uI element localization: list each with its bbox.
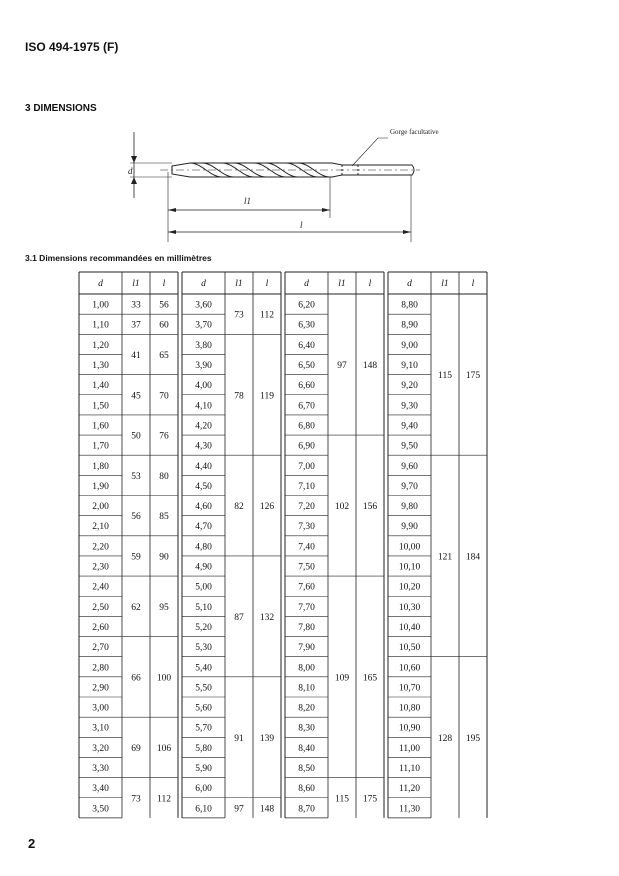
- diameter-cell: 6,40: [298, 340, 315, 351]
- diameter-cell: 6,10: [195, 804, 212, 815]
- flute-length-cell: 73: [234, 310, 244, 321]
- diameter-cell: 10,90: [398, 723, 421, 734]
- flute-length-cell: 115: [438, 371, 452, 382]
- flute-length-cell: 121: [437, 552, 453, 563]
- flute-length-cell: 87: [234, 612, 244, 623]
- diameter-cell: 2,90: [92, 683, 109, 694]
- dim-d-label: d: [128, 166, 133, 176]
- diameter-cell: 8,30: [298, 723, 315, 734]
- overall-length-cell: 119: [260, 391, 274, 402]
- overall-length-cell: 148: [259, 804, 275, 815]
- flute-length-cell: 50: [131, 431, 141, 442]
- overall-length-cell: 76: [159, 431, 169, 442]
- overall-length-cell: 80: [159, 471, 169, 482]
- diameter-cell: 5,50: [195, 683, 212, 694]
- diameter-cell: 11,10: [398, 764, 421, 775]
- overall-length-cell: 175: [362, 794, 378, 805]
- diameter-cell: 11,30: [398, 804, 421, 815]
- diameter-cell: 9,30: [401, 401, 418, 412]
- overall-length-cell: 148: [362, 361, 378, 372]
- flute-length-cell: 66: [131, 673, 141, 684]
- diameter-cell: 3,70: [195, 320, 212, 331]
- diameter-cell: 2,20: [92, 542, 109, 553]
- overall-length-cell: 95: [159, 602, 169, 613]
- diameter-cell: 10,50: [398, 643, 421, 654]
- column-header: l1: [235, 279, 243, 289]
- flute-length-cell: 59: [131, 552, 141, 563]
- diameter-cell: 2,80: [92, 663, 109, 674]
- flute-length-cell: 37: [131, 320, 141, 331]
- dim-l1-label: l1: [244, 196, 252, 206]
- subsection-title: 3.1 Dimensions recommandées en millimètres: [25, 253, 212, 263]
- diameter-cell: 5,30: [195, 643, 212, 654]
- overall-length-cell: 85: [159, 512, 169, 523]
- diameter-cell: 9,20: [401, 381, 418, 392]
- diameter-cell: 11,20: [398, 784, 421, 795]
- overall-length-cell: 184: [465, 552, 481, 563]
- diameter-cell: 4,10: [195, 401, 212, 412]
- flute-length-cell: 73: [131, 794, 141, 805]
- diameter-cell: 8,50: [298, 764, 315, 775]
- overall-length-cell: 70: [159, 391, 169, 402]
- diameter-cell: 1,50: [92, 401, 109, 412]
- diameter-cell: 2,00: [92, 502, 109, 513]
- diameter-cell: 5,60: [195, 703, 212, 714]
- diameter-cell: 8,90: [401, 320, 418, 331]
- column-header: l1: [338, 279, 346, 289]
- flute-length-cell: 97: [234, 804, 244, 815]
- diameter-cell: 3,60: [195, 300, 212, 311]
- diameter-cell: 1,30: [92, 361, 109, 372]
- diameter-cell: 1,90: [92, 481, 109, 492]
- diameter-cell: 5,10: [195, 602, 212, 613]
- column-header: l: [265, 279, 269, 289]
- diameter-cell: 3,50: [92, 804, 109, 815]
- diameter-cell: 8,00: [298, 663, 315, 674]
- diameter-cell: 1,10: [92, 320, 109, 331]
- diameter-cell: 7,90: [298, 643, 315, 654]
- overall-length-cell: 139: [259, 733, 275, 744]
- diameter-cell: 6,00: [195, 784, 212, 795]
- diameter-cell: 6,90: [298, 441, 315, 452]
- flute-length-cell: 82: [234, 502, 244, 513]
- flute-length-cell: 128: [437, 733, 453, 744]
- section-title: 3 DIMENSIONS: [25, 103, 97, 114]
- diameter-cell: 3,20: [92, 743, 109, 754]
- diameter-cell: 9,50: [401, 441, 418, 452]
- diameter-cell: 10,40: [398, 622, 421, 633]
- diameter-cell: 4,60: [195, 502, 212, 513]
- diameter-cell: 2,10: [92, 522, 109, 533]
- dim-l-label: l: [300, 220, 303, 230]
- column-header: l: [162, 279, 166, 289]
- diameter-cell: 6,80: [298, 421, 315, 432]
- diameter-cell: 8,70: [298, 804, 315, 815]
- overall-length-cell: 132: [259, 612, 275, 623]
- diameter-cell: 3,40: [92, 784, 109, 795]
- column-header: l: [471, 279, 475, 289]
- diameter-cell: 9,10: [401, 361, 418, 372]
- dimensions-table: [78, 272, 500, 820]
- overall-length-cell: 165: [362, 673, 378, 684]
- flute-length-cell: 56: [131, 512, 141, 523]
- column-header: d: [407, 279, 412, 289]
- diameter-cell: 9,70: [401, 481, 418, 492]
- overall-length-cell: 65: [159, 350, 169, 361]
- overall-length-cell: 175: [465, 371, 481, 382]
- column-header: l: [368, 279, 372, 289]
- overall-length-cell: 90: [159, 552, 169, 563]
- overall-length-cell: 56: [159, 300, 169, 311]
- diameter-cell: 4,00: [195, 381, 212, 392]
- flute-length-cell: 91: [234, 733, 244, 744]
- diameter-cell: 8,20: [298, 703, 315, 714]
- diameter-cell: 3,80: [195, 340, 212, 351]
- diameter-cell: 7,80: [298, 622, 315, 633]
- overall-length-cell: 112: [260, 310, 274, 321]
- overall-length-cell: 112: [157, 794, 171, 805]
- overall-length-cell: 106: [156, 743, 172, 754]
- diameter-cell: 3,00: [92, 703, 109, 714]
- diameter-cell: 11,00: [398, 743, 421, 754]
- diameter-cell: 2,40: [92, 582, 109, 593]
- diameter-cell: 1,40: [92, 381, 109, 392]
- diameter-cell: 6,30: [298, 320, 315, 331]
- flute-length-cell: 69: [131, 743, 141, 754]
- diameter-cell: 1,20: [92, 340, 109, 351]
- diameter-cell: 2,60: [92, 622, 109, 633]
- diameter-cell: 7,00: [298, 461, 315, 472]
- groove-label: Gorge facultative: [390, 128, 439, 136]
- column-header: l1: [441, 279, 449, 289]
- diameter-cell: 1,60: [92, 421, 109, 432]
- diameter-cell: 2,70: [92, 643, 109, 654]
- diameter-cell: 10,60: [398, 663, 421, 674]
- flute-length-cell: 78: [234, 391, 244, 402]
- flute-length-cell: 115: [335, 794, 349, 805]
- diameter-cell: 4,40: [195, 461, 212, 472]
- diameter-cell: 7,60: [298, 582, 315, 593]
- diameter-cell: 8,80: [401, 300, 418, 311]
- diameter-cell: 2,30: [92, 562, 109, 573]
- column-header: d: [304, 279, 309, 289]
- diameter-cell: 4,30: [195, 441, 212, 452]
- overall-length-cell: 195: [465, 733, 481, 744]
- flute-length-cell: 41: [131, 350, 141, 361]
- diameter-cell: 7,40: [298, 542, 315, 553]
- diameter-cell: 1,80: [92, 461, 109, 472]
- diameter-cell: 1,70: [92, 441, 109, 452]
- overall-length-cell: 126: [259, 502, 275, 513]
- diameter-cell: 4,50: [195, 481, 212, 492]
- diameter-cell: 10,20: [398, 582, 421, 593]
- flute-length-cell: 97: [337, 361, 347, 372]
- flute-length-cell: 62: [131, 602, 141, 613]
- diameter-cell: 6,60: [298, 381, 315, 392]
- diameter-cell: 4,90: [195, 562, 212, 573]
- flute-length-cell: 102: [334, 502, 350, 513]
- flute-length-cell: 45: [131, 391, 141, 402]
- diameter-cell: 6,20: [298, 300, 315, 311]
- column-header: d: [201, 279, 206, 289]
- diameter-cell: 10,00: [398, 542, 421, 553]
- flute-length-cell: 53: [131, 471, 141, 482]
- flute-length-cell: 33: [131, 300, 141, 311]
- diameter-cell: 6,50: [298, 361, 315, 372]
- column-header: l1: [132, 279, 140, 289]
- diameter-cell: 9,40: [401, 421, 418, 432]
- diameter-cell: 9,80: [401, 502, 418, 513]
- diameter-cell: 9,60: [401, 461, 418, 472]
- diameter-cell: 8,40: [298, 743, 315, 754]
- diameter-cell: 8,60: [298, 784, 315, 795]
- diameter-cell: 9,00: [401, 340, 418, 351]
- diameter-cell: 10,70: [398, 683, 421, 694]
- diameter-cell: 1,00: [92, 300, 109, 311]
- overall-length-cell: 156: [362, 502, 378, 513]
- document-id: ISO 494-1975 (F): [25, 40, 119, 54]
- page-number: 2: [28, 836, 36, 851]
- diameter-cell: 5,20: [195, 622, 212, 633]
- diameter-cell: 10,10: [398, 562, 421, 573]
- diameter-cell: 4,20: [195, 421, 212, 432]
- diameter-cell: 7,70: [298, 602, 315, 613]
- diameter-cell: 5,90: [195, 764, 212, 775]
- diameter-cell: 5,80: [195, 743, 212, 754]
- diameter-cell: 5,40: [195, 663, 212, 674]
- diameter-cell: 4,70: [195, 522, 212, 533]
- drill-drawing: [120, 120, 439, 242]
- diameter-cell: 5,70: [195, 723, 212, 734]
- flute-length-cell: 109: [334, 673, 350, 684]
- diameter-cell: 6,70: [298, 401, 315, 412]
- diameter-cell: 10,30: [398, 602, 421, 613]
- diameter-cell: 5,00: [195, 582, 212, 593]
- diameter-cell: 3,90: [195, 361, 212, 372]
- diameter-cell: 7,10: [298, 481, 315, 492]
- diameter-cell: 10,80: [398, 703, 421, 714]
- diameter-cell: 7,20: [298, 502, 315, 513]
- diameter-cell: 3,30: [92, 764, 109, 775]
- diameter-cell: 3,10: [92, 723, 109, 734]
- diameter-cell: 7,50: [298, 562, 315, 573]
- diameter-cell: 2,50: [92, 602, 109, 613]
- diameter-cell: 9,90: [401, 522, 418, 533]
- column-header: d: [98, 279, 103, 289]
- diameter-cell: 8,10: [298, 683, 315, 694]
- diameter-cell: 4,80: [195, 542, 212, 553]
- diameter-cell: 7,30: [298, 522, 315, 533]
- overall-length-cell: 60: [159, 320, 169, 331]
- overall-length-cell: 100: [156, 673, 172, 684]
